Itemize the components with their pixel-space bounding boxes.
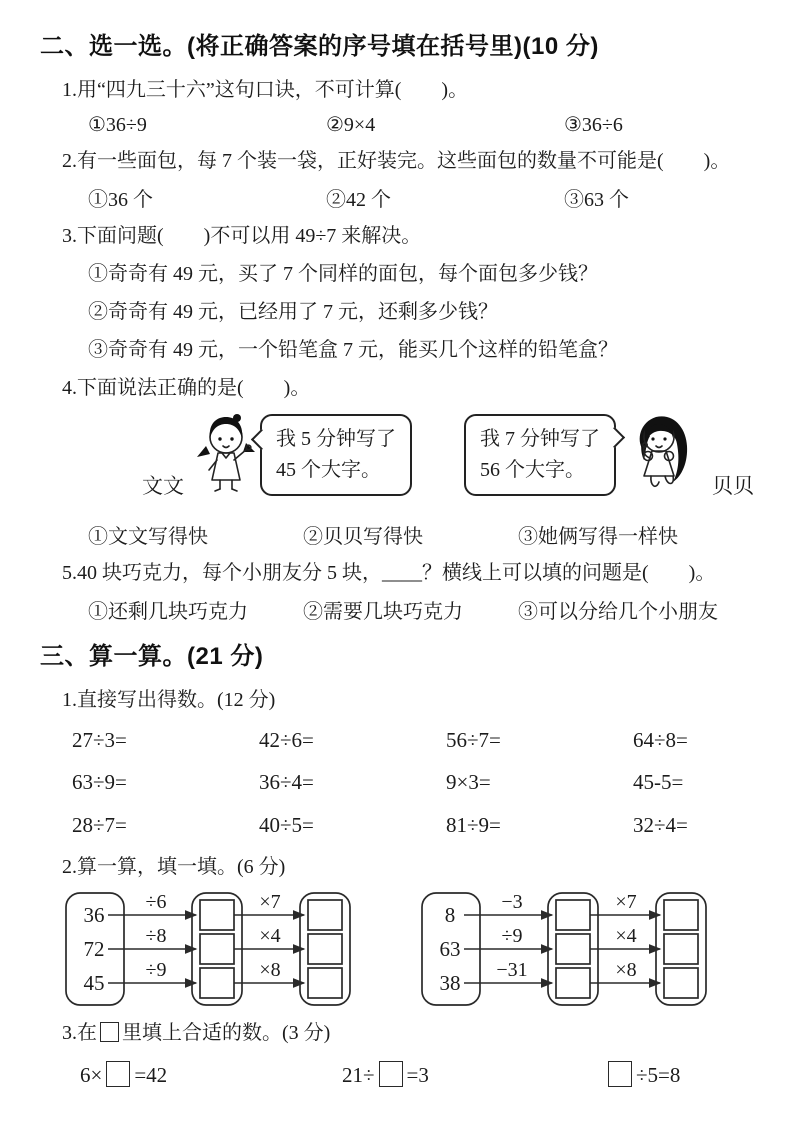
- answer-box: [308, 968, 342, 998]
- q1-option-2: ②9×4: [326, 114, 376, 136]
- calc-q3-text: [40, 1019, 767, 1047]
- answer-box: [556, 968, 590, 998]
- equation: 81÷9=: [446, 812, 501, 837]
- answer-box: [664, 900, 698, 930]
- question-4-text: 4.下面说法正确的是( )。: [62, 377, 311, 399]
- equation: 9×3=: [446, 770, 491, 795]
- question-5-options: [40, 595, 767, 624]
- flow-diagram-right: [420, 889, 712, 1009]
- q1-option-3: ③36÷6: [564, 114, 623, 136]
- equation: 40÷5=: [259, 812, 314, 837]
- oral-calculation-grid: [40, 726, 767, 839]
- blank-square: [379, 1061, 403, 1087]
- girl-wenwen-icon: [190, 410, 260, 498]
- q4-option-1: ①文文写得快: [88, 526, 208, 548]
- answer-box: [664, 968, 698, 998]
- question-2-options: [40, 183, 767, 212]
- calc-q3-text-after: 里填上合适的数。(3 分): [122, 1022, 331, 1045]
- question-1-options: [40, 112, 767, 137]
- operation-label: −31: [496, 959, 528, 982]
- answer-box: [308, 900, 342, 930]
- question-4-illustration: [142, 410, 767, 512]
- source-number: 63: [439, 937, 461, 962]
- operation-label: ×7: [615, 891, 637, 914]
- blank-square: [608, 1061, 632, 1087]
- eq-part: ÷5=8: [636, 1063, 681, 1088]
- beibei-bubble-line2: 56 个大字。: [480, 459, 585, 481]
- equation: 45-5=: [633, 770, 684, 795]
- calc-q1-text: 1.直接写出得数。(12 分): [62, 689, 276, 711]
- beibei-group: [464, 410, 754, 512]
- question-4-options: [40, 520, 767, 549]
- q5-option-1: ①还剩几块巧克力: [88, 601, 248, 623]
- blank-square: [106, 1061, 130, 1087]
- source-number: 72: [83, 937, 105, 962]
- eq-part: 6×: [80, 1063, 103, 1088]
- equation: 27÷3=: [72, 728, 127, 752]
- section-calc-heading: 三、算一算。(21 分): [40, 643, 264, 670]
- q5-option-2: ②需要几块巧克力: [303, 601, 463, 623]
- eq-part: 21÷: [342, 1063, 375, 1088]
- answer-box: [200, 900, 234, 930]
- answer-box: [556, 934, 590, 964]
- operation-label: ×8: [615, 959, 637, 982]
- answer-box: [308, 934, 342, 964]
- operation-label: ÷9: [145, 959, 167, 982]
- operation-label: ×4: [259, 925, 281, 948]
- operation-label: ÷6: [145, 891, 167, 914]
- eq-part: =3: [406, 1063, 429, 1088]
- fill-square-equation-3: [604, 1061, 767, 1088]
- operation-label: ×7: [259, 891, 281, 914]
- question-2-text: 2.有一些面包，每 7 个装一袋，正好装完。这些面包的数量不可能是( )。: [62, 150, 731, 172]
- q2-option-2: ②42 个: [326, 189, 391, 211]
- question-3-text: 3.下面问题( )不可以用 49÷7 来解决。: [62, 225, 422, 247]
- answer-box: [664, 934, 698, 964]
- wenwen-speech-bubble: [260, 414, 412, 496]
- equation: 36÷4=: [259, 770, 314, 795]
- q1-option-1: ①36÷9: [88, 114, 147, 136]
- wenwen-name-label: 文文: [142, 474, 184, 498]
- q3-item-2: ②奇奇有 49 元，已经用了 7 元，还剩多少钱？: [88, 301, 498, 323]
- operation-label: ×8: [259, 959, 281, 982]
- source-number: 38: [439, 971, 461, 996]
- equation: 28÷7=: [72, 812, 127, 837]
- question-1-text: 1.用“四九三十六”这句口诀，不可计算( )。: [62, 79, 469, 101]
- beibei-name-label: 贝贝: [712, 474, 754, 498]
- operation-label: ÷9: [501, 925, 523, 948]
- girl-wenwen-illustration: [142, 410, 260, 504]
- flow-diagram-left: [64, 889, 356, 1009]
- wenwen-bubble-line2: 45 个大字。: [276, 459, 381, 481]
- operation-label: −3: [501, 891, 523, 914]
- equation: 63÷9=: [72, 770, 127, 795]
- equation: 32÷4=: [633, 812, 688, 837]
- flow-diagrams: [64, 889, 767, 1009]
- source-number: 8: [444, 903, 456, 928]
- source-number: 36: [83, 903, 105, 928]
- answer-box: [200, 968, 234, 998]
- fill-square-equations: [40, 1061, 767, 1088]
- beibei-bubble-line1: 我 7 分钟写了: [480, 428, 600, 450]
- blank-square: [100, 1022, 119, 1042]
- operation-label: ×4: [615, 925, 637, 948]
- answer-box: [556, 900, 590, 930]
- q3-item-3: ③奇奇有 49 元，一个铅笔盒 7 元，能买几个这样的铅笔盒？: [88, 339, 618, 361]
- source-number: 45: [83, 971, 105, 996]
- equation: 64÷8=: [633, 728, 688, 752]
- wenwen-group: [142, 410, 412, 504]
- q5-option-3: ③可以分给几个小朋友: [518, 601, 718, 623]
- q4-option-3: ③她俩写得一样快: [518, 526, 678, 548]
- q2-option-1: ①36 个: [88, 189, 153, 211]
- q4-option-2: ②贝贝写得快: [303, 526, 423, 548]
- q3-item-1: ①奇奇有 49 元，买了 7 个同样的面包，每个面包多少钱？: [88, 263, 598, 285]
- fill-square-equation-1: [80, 1061, 342, 1088]
- wenwen-bubble-line1: 我 5 分钟写了: [276, 428, 396, 450]
- eq-part: =42: [134, 1063, 168, 1088]
- calc-q3-text-before: 3.在: [62, 1022, 97, 1045]
- answer-box: [200, 934, 234, 964]
- girl-beibei-icon: [626, 410, 704, 506]
- beibei-speech-bubble: [464, 414, 616, 496]
- equation: 56÷7=: [446, 728, 501, 752]
- section-choose-heading: 二、选一选。(将正确答案的序号填在括号里)(10 分): [40, 33, 599, 60]
- girl-beibei-illustration: [626, 410, 754, 512]
- calc-q2-text: 2.算一算，填一填。(6 分): [62, 856, 286, 879]
- operation-label: ÷8: [145, 925, 167, 948]
- question-5-text: 5.40 块巧克力，每个小朋友分 5 块，____？横线上可以填的问题是( )。: [62, 562, 716, 584]
- equation: 42÷6=: [259, 728, 314, 752]
- q2-option-3: ③63 个: [564, 189, 629, 211]
- fill-square-equation-2: [342, 1061, 604, 1088]
